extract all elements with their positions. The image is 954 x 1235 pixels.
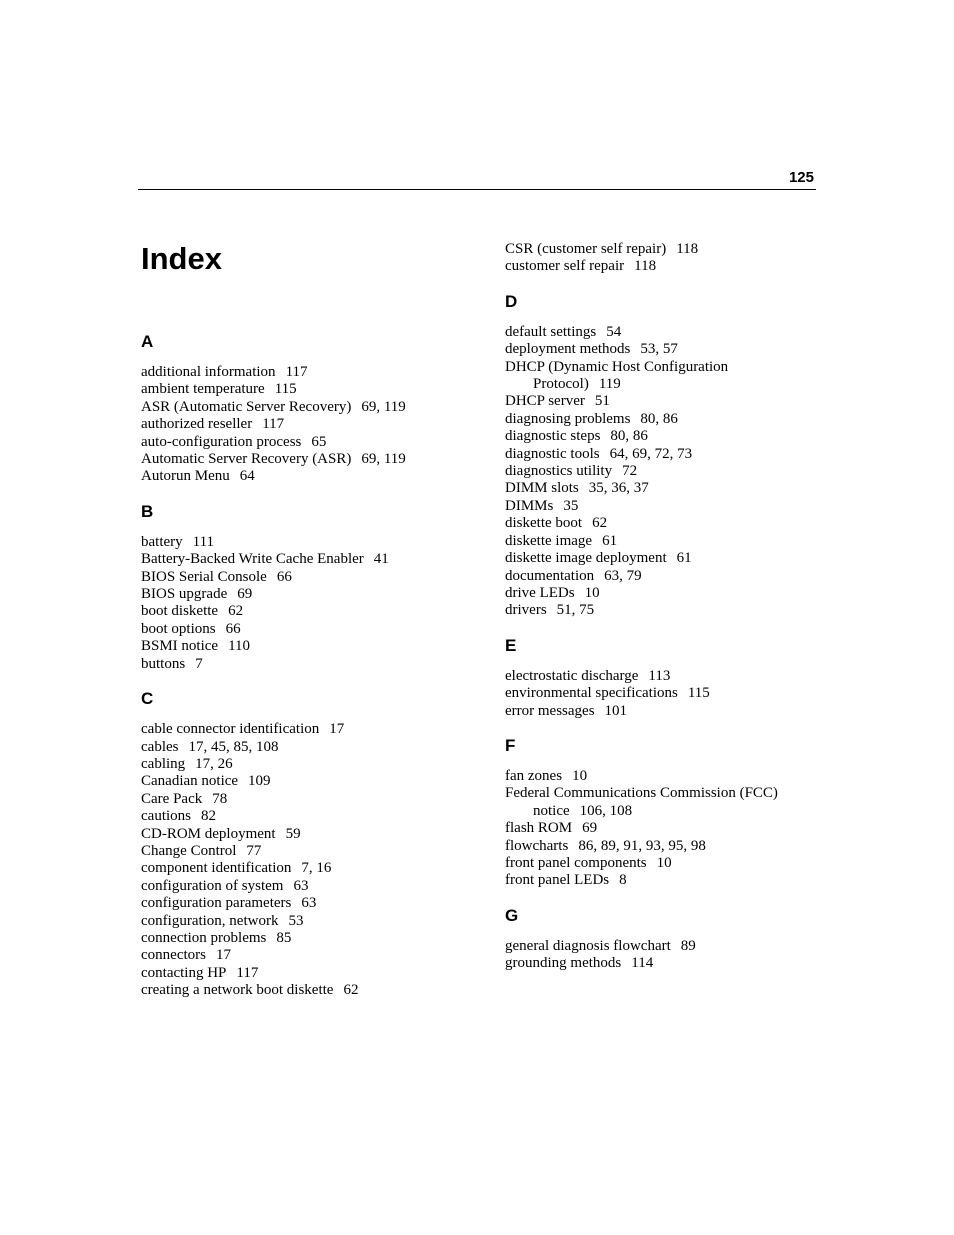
index-term: error messages (505, 702, 595, 719)
index-section (505, 906, 835, 973)
index-page-refs: 17 (329, 721, 345, 738)
index-section (141, 689, 496, 1000)
index-page-refs: 109 (248, 773, 271, 790)
index-section (505, 636, 835, 720)
index-term: diskette image (505, 532, 593, 549)
index-entry (141, 468, 496, 485)
index-entry (141, 930, 496, 947)
index-entry (141, 381, 496, 398)
index-entry (141, 416, 496, 433)
index-entry (141, 569, 496, 586)
index-section (505, 292, 835, 620)
index-entry (141, 638, 496, 655)
index-entry (505, 515, 835, 532)
index-term: BSMI notice (141, 638, 219, 655)
index-term: Automatic Server Recovery (ASR) (141, 451, 352, 468)
page-title: Index (141, 241, 222, 276)
index-term: CSR (customer self repair) (505, 241, 667, 257)
index-page-refs: 35, 36, 37 (588, 480, 649, 497)
index-page-refs: 63, 79 (604, 567, 642, 584)
index-term: diskette image deployment (505, 550, 667, 567)
index-term: Federal Communications Commission (FCC) (505, 785, 778, 802)
index-term: BIOS upgrade (141, 586, 228, 603)
index-page-refs: 62 (228, 603, 244, 620)
index-entry (505, 341, 835, 358)
section-letter: E (505, 635, 517, 655)
index-entry (505, 411, 835, 428)
index-page-refs: 61 (676, 550, 692, 567)
index-entry (505, 428, 835, 445)
index-entry (505, 463, 835, 480)
index-page-refs: 119 (598, 376, 621, 393)
index-page-refs: 66 (276, 568, 292, 585)
index-page-refs: 7 (195, 655, 203, 672)
index-term: general diagnosis flowchart (505, 937, 671, 954)
index-page-refs: 86, 89, 91, 93, 95, 98 (578, 837, 706, 854)
section-letter: B (141, 501, 154, 521)
index-term: connectors (141, 947, 206, 964)
index-term: boot diskette (141, 603, 219, 620)
index-entry (141, 551, 496, 568)
index-page-refs: 110 (228, 638, 251, 655)
index-term: cabling (141, 755, 186, 772)
index-page-refs: 41 (373, 551, 389, 568)
index-term: flowcharts (505, 837, 569, 854)
index-section (505, 736, 835, 890)
index-page-refs: 118 (676, 241, 699, 257)
continued-entries (505, 241, 835, 276)
index-entry (505, 241, 835, 258)
index-entry (505, 446, 835, 463)
index-term: Autorun Menu (141, 468, 230, 485)
index-term: grounding methods (505, 955, 622, 972)
index-page-refs: 117 (262, 416, 285, 433)
index-entry (141, 965, 496, 982)
index-page-refs: 77 (246, 842, 262, 859)
index-entry (141, 808, 496, 825)
index-term: environmental specifications (505, 685, 678, 702)
index-term: default settings (505, 323, 597, 340)
index-page-refs: 51, 75 (556, 602, 595, 619)
index-entry (141, 878, 496, 895)
index-entry (141, 982, 496, 999)
index-term-continuation: Protocol) (533, 376, 589, 393)
index-term: buttons (141, 655, 186, 672)
index-term: additional information (141, 364, 276, 380)
index-term: flash ROM (505, 820, 573, 837)
index-entry (505, 838, 835, 855)
index-page-refs: 80, 86 (640, 410, 678, 427)
index-term: BIOS Serial Console (141, 568, 267, 585)
index-term: diagnostic steps (505, 428, 601, 445)
index-page-refs: 117 (236, 964, 259, 981)
index-page-refs: 111 (192, 533, 215, 550)
index-page-refs: 72 (622, 463, 638, 480)
index-entry (141, 656, 496, 673)
index-entry (141, 756, 496, 773)
index-entry (505, 568, 835, 585)
index-entry (141, 895, 496, 912)
index-term: configuration parameters (141, 895, 292, 912)
index-page-refs: 8 (619, 872, 627, 889)
index-term: ambient temperature (141, 381, 265, 398)
page-number: 125 (788, 169, 814, 186)
index-page-refs: 17, 45, 85, 108 (188, 738, 279, 755)
index-term: customer self repair (505, 258, 625, 275)
index-page-refs: 69, 119 (361, 451, 406, 468)
index-page-refs: 17 (215, 947, 231, 964)
index-term: authorized reseller (141, 416, 253, 433)
index-page-refs: 101 (604, 702, 628, 719)
index-page-refs: 10 (584, 584, 600, 601)
index-page-refs: 78 (212, 790, 228, 807)
index-term: auto-configuration process (141, 433, 302, 450)
index-page-refs: 69 (237, 586, 253, 603)
index-entry (141, 364, 496, 381)
index-entry (505, 498, 835, 515)
index-term: electrostatic discharge (505, 667, 639, 684)
index-term: Battery-Backed Write Cache Enabler (141, 551, 364, 568)
index-term: diagnostics utility (505, 463, 613, 480)
index-entry (505, 602, 835, 619)
index-entry (141, 451, 496, 468)
index-entry (505, 324, 835, 341)
index-page-refs: 89 (680, 937, 696, 954)
index-page-refs: 114 (631, 955, 654, 972)
index-page-refs: 10 (572, 767, 588, 784)
index-entry (505, 668, 835, 685)
index-entry (141, 843, 496, 860)
index-term: creating a network boot diskette (141, 982, 334, 999)
index-entry (505, 480, 835, 497)
index-term: CD-ROM deployment (141, 825, 276, 842)
index-entry (141, 603, 496, 620)
index-page-refs: 17, 26 (195, 755, 233, 772)
index-page-refs: 51 (594, 393, 610, 410)
index-entry (505, 938, 835, 955)
index-term: documentation (505, 567, 595, 584)
index-page-refs: 53 (288, 912, 304, 929)
index-page-refs: 62 (343, 982, 359, 999)
index-term: configuration of system (141, 877, 284, 894)
index-page-refs: 61 (602, 532, 618, 549)
index-section (141, 332, 496, 486)
index-term: cable connector identification (141, 721, 320, 738)
index-page-refs: 113 (648, 667, 671, 684)
index-term: front panel LEDs (505, 872, 610, 889)
index-term: cautions (141, 808, 191, 825)
index-entry (505, 585, 835, 602)
index-entry (141, 399, 496, 416)
section-letter: A (141, 332, 154, 351)
index-page-refs: 82 (201, 808, 216, 825)
index-term: connection problems (141, 929, 267, 946)
index-term: diagnosing problems (505, 410, 631, 427)
section-letter: F (505, 735, 516, 755)
index-entry (505, 393, 835, 410)
index-term: Canadian notice (141, 773, 239, 790)
index-entry (141, 586, 496, 603)
index-entry (505, 855, 835, 872)
index-entry (141, 791, 496, 808)
index-page-refs: 80, 86 (610, 428, 648, 445)
index-entry (141, 860, 496, 877)
index-term-continuation: notice (533, 802, 570, 819)
index-entry (141, 621, 496, 638)
section-letter: D (505, 291, 518, 311)
index-page-refs: 53, 57 (640, 341, 678, 358)
index-entry (141, 913, 496, 930)
index-page-refs: 66 (225, 620, 241, 637)
index-term: component identification (141, 860, 292, 877)
index-page-refs: 62 (592, 515, 608, 532)
index-entry (141, 947, 496, 964)
index-term: DHCP (Dynamic Host Configuration (505, 358, 729, 375)
index-term: drive LEDs (505, 584, 575, 601)
section-letter: G (505, 905, 519, 925)
index-entry (141, 534, 496, 551)
index-page-refs: 69, 119 (361, 398, 406, 415)
index-page-refs: 64 (239, 468, 255, 485)
header-rule (138, 189, 816, 190)
index-term: Care Pack (141, 790, 203, 807)
index-term: configuration, network (141, 912, 279, 929)
index-page-refs: 59 (285, 825, 301, 842)
index-term: battery (141, 533, 183, 550)
index-page-refs: 63 (301, 895, 317, 912)
index-page-refs: 115 (274, 381, 297, 398)
index-page-refs: 63 (293, 877, 309, 894)
index-term: diskette boot (505, 515, 583, 532)
index-entry (141, 739, 496, 756)
index-entry (505, 533, 835, 550)
index-entry (141, 434, 496, 451)
index-term: deployment methods (505, 341, 631, 358)
index-entry (141, 721, 496, 738)
index-page-refs: 85 (276, 929, 292, 946)
index-page-refs: 65 (311, 433, 327, 450)
index-section (141, 502, 496, 673)
index-page-refs: 54 (606, 323, 622, 340)
index-entry (505, 550, 835, 567)
index-entry (505, 258, 835, 275)
index-page-refs: 106, 108 (579, 802, 633, 819)
section-letter: C (141, 689, 154, 709)
index-entry (505, 955, 835, 972)
index-entry (141, 773, 496, 790)
index-entry (141, 826, 496, 843)
index-term: DIMMs (505, 497, 554, 514)
index-term: Change Control (141, 842, 237, 859)
index-term: front panel components (505, 854, 647, 871)
index-term: DIMM slots (505, 480, 579, 497)
index-entry (505, 359, 835, 394)
index-entry (505, 685, 835, 702)
index-entry (505, 703, 835, 720)
index-term: fan zones (505, 767, 563, 784)
index-page-refs: 69 (582, 820, 598, 837)
index-term: boot options (141, 620, 216, 637)
index-column-right (505, 241, 835, 989)
index-entry (505, 872, 835, 889)
index-page-refs: 35 (563, 497, 579, 514)
index-page-refs: 7, 16 (301, 860, 332, 877)
index-page-refs: 10 (656, 854, 672, 871)
index-term: ASR (Automatic Server Recovery) (141, 398, 352, 415)
index-page-refs: 115 (687, 685, 710, 702)
index-term: contacting HP (141, 964, 227, 981)
index-page-refs: 117 (285, 364, 308, 380)
index-entry (505, 820, 835, 837)
index-entry (505, 785, 835, 820)
index-term: DHCP server (505, 393, 585, 410)
index-term: diagnostic tools (505, 445, 600, 462)
index-column-left (141, 332, 496, 1016)
index-term: cables (141, 738, 179, 755)
index-entry (505, 768, 835, 785)
index-page-refs: 64, 69, 72, 73 (609, 445, 693, 462)
index-page-refs: 118 (634, 258, 657, 275)
index-term: drivers (505, 602, 547, 619)
